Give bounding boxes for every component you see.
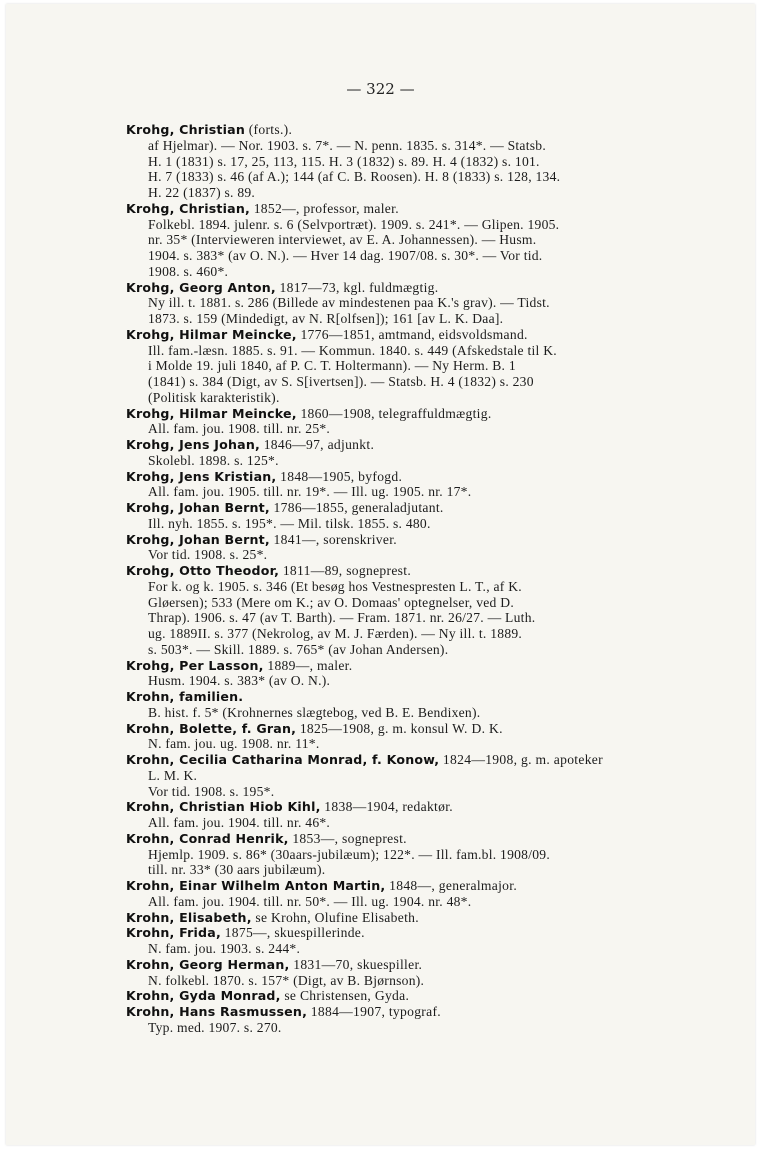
entry-description: 1817—73, kgl. fuldmægtig.: [275, 279, 439, 295]
index-entry: [126, 406, 711, 438]
entry-description: 1824—1908, g. m. apoteker: [439, 752, 603, 767]
entry-name: Krohg, Hilmar Meincke,: [126, 405, 297, 421]
entry-heading: [126, 406, 711, 422]
entry-reference-line: nr. 35* (Intervieweren interviewet, av E. A. Johannessen). — Husm.: [148, 232, 537, 248]
entry-reference-line: ug. 1889II. s. 377 (Nekrolog, av M. J. Færden). — Ny ill. t. 1889.: [148, 626, 523, 641]
entry-heading: [126, 201, 711, 217]
entry-description: 1889—, maler.: [263, 657, 353, 673]
index-entry: [126, 327, 711, 406]
entry-description: 1786—1855, generaladjutant.: [269, 500, 444, 515]
index-entry: [126, 280, 711, 327]
entry-reference-line: For k. og k. 1905. s. 346 (Et besøg hos Vestnespresten L. T., af K.: [148, 578, 522, 594]
entry-heading: [126, 563, 711, 579]
entry-heading: [126, 799, 711, 815]
entry-name: Krohn, familien.: [126, 689, 244, 704]
index-entry: [126, 689, 711, 721]
entry-heading: [126, 327, 711, 343]
book-page: [6, 4, 755, 1145]
index-entry: [126, 658, 711, 690]
index-entry: [126, 988, 711, 1004]
entry-heading: [126, 658, 711, 674]
entry-name: Krohn, Gyda Monrad,: [126, 988, 281, 1004]
entry-reference-line: All. fam. jou. 1905. till. nr. 19*. — Ill. ug. 1905. nr. 17*.: [148, 484, 472, 500]
entry-reference-line: H. 22 (1837) s. 89.: [148, 185, 256, 200]
entry-reference-line: (1841) s. 384 (Digt, av S. S[ivertsen]). — Statsb. H. 4 (1832) s. 230: [148, 374, 534, 389]
entry-description: 1853—, sogneprest.: [288, 830, 407, 846]
entry-name: Krohn, Cecilia Catharina Monrad, f. Konow,: [126, 752, 440, 767]
index-entry: [126, 437, 711, 469]
index-entry: [126, 957, 711, 989]
entry-heading: [126, 831, 711, 847]
index-entry: [126, 910, 711, 926]
entry-reference-line: Hjemlp. 1909. s. 86* (30aars-jubilæum); 122*. — Ill. fam.bl. 1908/09.: [148, 846, 550, 862]
entry-description: 1852—, professor, maler.: [250, 200, 399, 216]
entry-name: Krohg, Jens Kristian,: [126, 468, 277, 484]
entry-description: 1848—1905, byfogd.: [276, 468, 403, 484]
page-number: — 322 —: [346, 80, 415, 98]
entry-reference-line: Husm. 1904. s. 383* (av O. N.).: [148, 673, 331, 689]
entry-name: Krohg, Jens Johan,: [126, 437, 260, 452]
entry-reference-line: All. fam. jou. 1904. till. nr. 50*. — Ill. ug. 1904. nr. 48*.: [148, 893, 472, 909]
index-entry: [126, 201, 711, 280]
entry-description: 1776—1851, amtmand, eidsvoldsmand.: [296, 326, 528, 342]
entry-heading: [126, 721, 711, 737]
entry-reference-line: till. nr. 33* (30 aars jubilæum).: [148, 862, 326, 878]
index-entry: [126, 721, 711, 753]
entry-name: Krohn, Georg Herman,: [126, 956, 290, 972]
entry-description: 1838—1904, redaktør.: [320, 799, 453, 815]
index-entry: [126, 469, 711, 501]
entry-description: 1884—1907, typograf.: [307, 1004, 441, 1019]
entry-name: Krohn, Einar Wilhelm Anton Martin,: [126, 878, 386, 893]
entry-reference-line: N. fam. jou. ug. 1908. nr. 11*.: [148, 736, 320, 752]
entry-reference-line: H. 7 (1833) s. 46 (af A.); 144 (af C. B. Roosen). H. 8 (1833) s. 128, 134.: [148, 169, 561, 185]
entry-description: 1811—89, sogneprest.: [279, 563, 412, 578]
entry-heading: [126, 532, 711, 548]
entry-reference-line: Folkebl. 1894. julenr. s. 6 (Selvportræt). 1909. s. 241*. — Glipen. 1905.: [148, 216, 560, 232]
entry-name: Krohn, Conrad Henrik,: [126, 830, 289, 846]
entry-reference-line: Typ. med. 1907. s. 270.: [148, 1019, 282, 1035]
entry-heading: [126, 280, 711, 296]
entry-heading: [126, 957, 711, 973]
entry-reference-line: 1904. s. 383* (av O. N.). — Hver 14 dag. 1907/08. s. 30*. — Vor tid.: [148, 248, 543, 263]
entry-heading: [126, 910, 711, 926]
entry-reference-line: B. hist. f. 5* (Krohnernes slægtebog, ved B. E. Bendixen).: [148, 704, 481, 720]
entry-name: Krohg, Christian: [126, 122, 246, 137]
index-entry: [126, 563, 711, 658]
index-entry: [126, 799, 711, 831]
entry-reference-line: 1873. s. 159 (Mindedigt, av N. R[olfsen]); 161 [av L. K. Daa].: [148, 311, 504, 326]
entry-description: 1875—, skuespillerinde.: [220, 925, 365, 941]
entry-heading: [126, 437, 711, 453]
entry-reference-line: Vor tid. 1908. s. 195*.: [148, 783, 275, 799]
entry-name: Krohg, Otto Theodor,: [126, 563, 280, 578]
entry-heading: [126, 500, 711, 516]
entry-name: Krohg, Hilmar Meincke,: [126, 326, 297, 342]
entry-reference-line: Ill. fam.-læsn. 1885. s. 91. — Kommun. 1840. s. 449 (Afskedstale til K.: [148, 342, 557, 358]
entry-description: se Krohn, Olufine Elisabeth.: [251, 909, 419, 925]
entry-reference-line: (Politisk karakteristik).: [148, 389, 280, 405]
entry-reference-line: 1908. s. 460*.: [148, 263, 229, 279]
entry-heading: [126, 878, 711, 894]
entry-reference-line: All. fam. jou. 1908. till. nr. 25*.: [148, 421, 331, 437]
entry-reference-line: Ny ill. t. 1881. s. 286 (Billede av mindestenen paa K.'s grav). — Tidst.: [148, 295, 550, 311]
entry-reference-line: Skolebl. 1898. s. 125*.: [148, 452, 279, 468]
entry-name: Krohg, Georg Anton,: [126, 279, 276, 295]
entry-reference-line: N. fam. jou. 1903. s. 244*.: [148, 941, 301, 956]
entry-name: Krohn, Bolette, f. Gran,: [126, 720, 297, 736]
index-entries: [126, 122, 711, 1036]
entry-reference-line: Thrap). 1906. s. 47 (av T. Barth). — Fram. 1871. nr. 26/27. — Luth.: [148, 610, 536, 626]
entry-reference-line: N. folkebl. 1870. s. 157* (Digt, av B. Bjørnson).: [148, 972, 425, 988]
entry-name: Krohn, Frida,: [126, 925, 221, 941]
entry-heading: [126, 1004, 711, 1020]
entry-reference-line: i Molde 19. juli 1840, af P. C. T. Holtermann). — Ny Herm. B. 1: [148, 358, 516, 374]
entry-name: Krohg, Christian,: [126, 200, 250, 216]
entry-heading: [126, 122, 711, 138]
index-entry: [126, 1004, 711, 1036]
entry-reference-line: All. fam. jou. 1904. till. nr. 46*.: [148, 815, 331, 830]
entry-description: 1825—1908, g. m. konsul W. D. K.: [296, 720, 503, 736]
index-entry: [126, 532, 711, 564]
entry-name: Krohg, Johan Bernt,: [126, 531, 270, 547]
entry-heading: [126, 752, 711, 768]
entry-description: 1841—, sorenskriver.: [269, 531, 397, 547]
entry-reference-line: Vor tid. 1908. s. 25*.: [148, 547, 268, 563]
entry-name: Krohn, Hans Rasmussen,: [126, 1004, 308, 1019]
entry-name: Krohn, Christian Hiob Kihl,: [126, 799, 321, 815]
index-entry: [126, 752, 711, 799]
entry-reference-line: H. 1 (1831) s. 17, 25, 113, 115. H. 3 (1832) s. 89. H. 4 (1832) s. 101.: [148, 153, 540, 169]
entry-description: se Christensen, Gyda.: [280, 988, 410, 1004]
entry-description: 1860—1908, telegraffuldmægtig.: [296, 405, 492, 421]
entry-heading: [126, 469, 711, 485]
entry-heading: [126, 925, 711, 941]
index-entry: [126, 831, 711, 878]
entry-name: Krohg, Per Lasson,: [126, 657, 264, 673]
entry-name: Krohg, Johan Bernt,: [126, 500, 270, 515]
entry-name: Krohn, Elisabeth,: [126, 909, 252, 925]
entry-description: (forts.).: [245, 122, 293, 137]
entry-reference-line: Ill. nyh. 1855. s. 195*. — Mil. tilsk. 1855. s. 480.: [148, 515, 431, 531]
entry-description: 1846—97, adjunkt.: [260, 437, 375, 452]
entry-description: 1848—, generalmajor.: [385, 878, 518, 893]
index-entry: [126, 878, 711, 910]
entry-reference-line: s. 503*. — Skill. 1889. s. 765* (av Johan Andersen).: [148, 641, 449, 657]
entry-heading: [126, 689, 711, 705]
entry-heading: [126, 988, 711, 1004]
index-entry: [126, 925, 711, 957]
index-entry: [126, 122, 711, 201]
index-entry: [126, 500, 711, 532]
entry-description: 1831—70, skuespiller.: [289, 956, 423, 972]
entry-reference-line: Gløersen); 533 (Mere om K.; av O. Domaas' optegnelser, ved D.: [148, 594, 514, 610]
entry-reference-line: L. M. K.: [148, 767, 198, 783]
entry-reference-line: af Hjelmar). — Nor. 1903. s. 7*. — N. penn. 1835. s. 314*. — Statsb.: [148, 137, 546, 153]
